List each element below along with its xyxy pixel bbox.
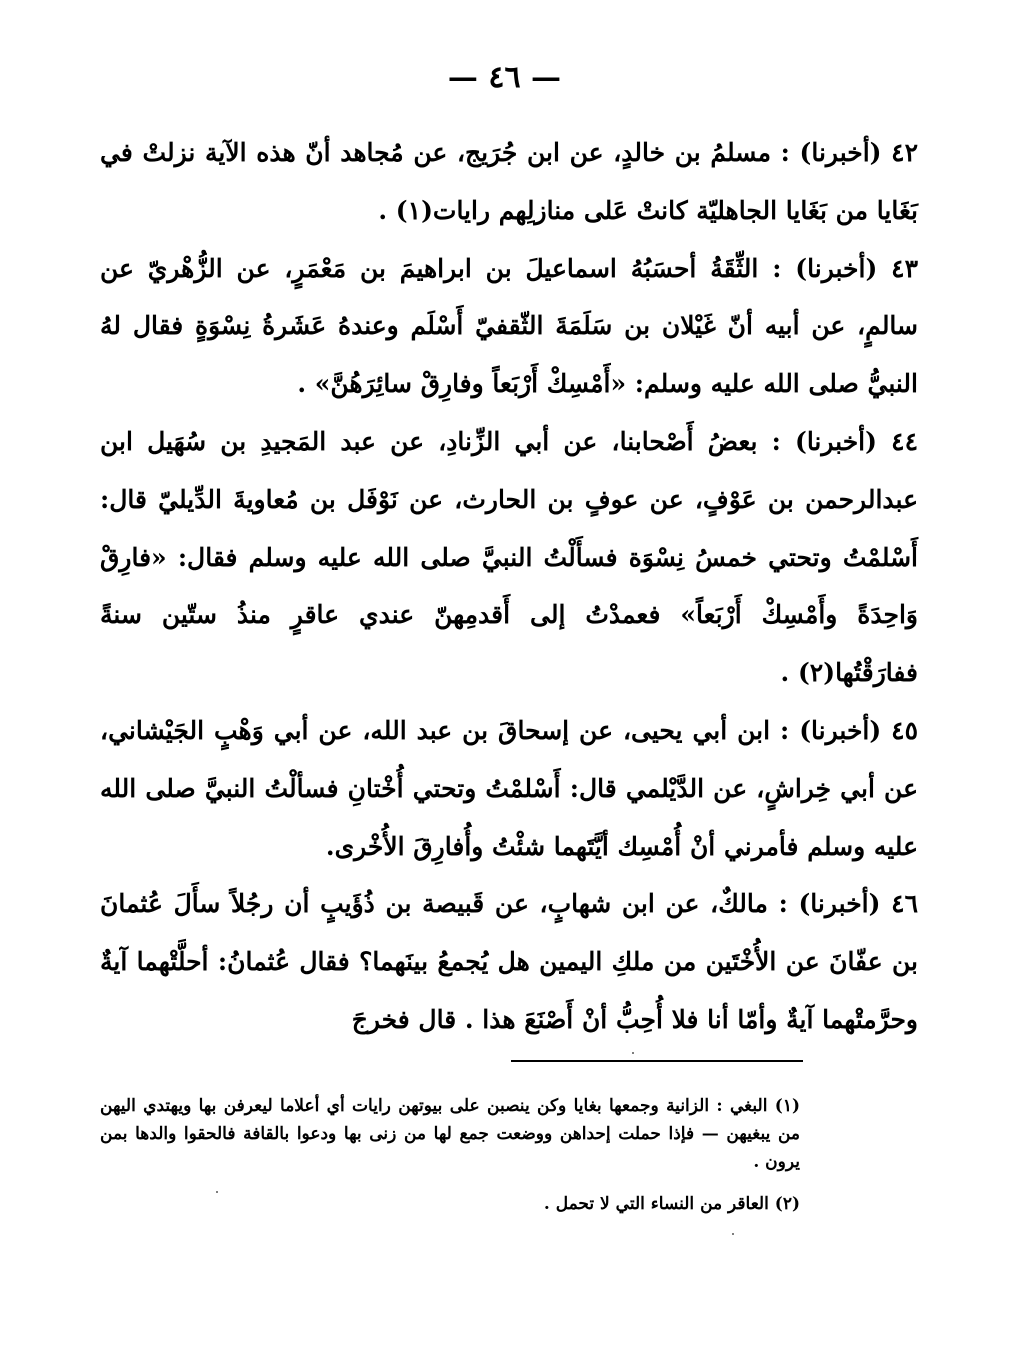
entry-text: (أخبرنا) : مسلمُ بن خالدٍ، عن ابن جُرَيج، عن مُجاهد أنّ هذه الآية نزلتْ في بَغَايا من بَغَايا الجاهليّة كانتْ عَلى منازلِهم رايات(١) . [100,138,918,225]
footnote-number: (٢) [774,1194,800,1214]
entry-text: (أخبرنا) : الثِّقَةُ أحسَبُهُ اسماعيلَ بن ابراهيمَ بن مَعْمَرٍ، عن الزُّهْريّ عن سالمٍ، عن أبيه أنّ غَيْلان بن سَلَمَةَ الثّقفيّ أَسْلَم وعندهُ عَشَرةُ نِسْوَةٍ فقال لهُ النبيُّ صلى الله عليه وسلم: «أَمْسِكْ أَرْبَعاً وفارِقْ سائِرَهُنَّ» . [100,253,918,399]
entry-number: ٤٢ [891,138,918,167]
entry-text: (أخبرنا) : بعضُ أَصْحابنا، عن أبي الزِّنادِ، عن عبد المَجيدِ بن سُهَيل ابن عبدالرحمن بن عَوْفٍ، عن عوفٍ بن الحارث، عن نَوْفَل بن مُعاويةَ الدِّيليّ قال: أَسْلمْتُ وتحتي خمسُ نِسْوَة فسأَلْتُ النبيَّ صلى الله عليه وسلم فقال: «فارِقْ وَاحِدَةً وأَمْسِكْ أَرْبَعاً» فعمدْتُ إلى أَقدمِهنّ عندي عاقرٍ منذُ ستّين سنةً ففارَقْتُها(٢) . [100,426,918,688]
entry-number: ٤٣ [891,253,918,283]
footnotes [100,1092,800,1232]
hadith-entry-44 [100,413,918,702]
footnote-number: (١) [774,1096,800,1116]
footnote-1 [100,1092,800,1176]
entry-text: (أخبرنا) : مالكٌ، عن ابن شهابٍ، عن قَبيصة بن ذُؤَيبٍ أن رجُلاً سأَلَ عُثمانَ بن عفّانَ عن الأُخْتَين من ملكِ اليمين هل يُجمعُ بينَهما؟ فقال عُثمانُ: أحلَّتْهما آيةٌ وحرَّمتْهما آيةٌ وأمّا أنا فلا أُحِبُّ أنْ أَصْنَعَ هذا . قال فخرجَ [100,889,918,1034]
hadith-body [100,124,918,1049]
footnote-divider [511,1060,803,1062]
scan-speck [632,1052,634,1054]
entry-number: ٤٥ [891,715,918,745]
entry-number: ٤٤ [891,426,918,456]
scan-speck [732,1233,734,1235]
footnote-text: البغي : الزانية وجمعها بغايا وكن ينصبن على بيوتهن رايات أي أعلاما ليعرفن بها ويهتدي اليهن من يبغيهن — فإذا حملت إحداهن ووضعت جمع لها من زنى بها ودعوا بالقافة فالحقوا والدها بمن يرون . [100,1096,800,1172]
hadith-entry-42 [100,124,918,240]
scan-speck [216,1191,218,1193]
hadith-entry-45 [100,702,918,875]
page-number: — ٤٦ — [447,60,562,95]
hadith-entry-46 [100,875,918,1048]
entry-text: (أخبرنا) : ابن أبي يحيى، عن إسحاقَ بن عبد الله، عن أبي وَهْبٍ الجَيْشاني، عن أبي خِراشٍ، عن الدَّيْلمي قال: أَسْلمْتُ وتحتي أُخْتانِ فسألْتُ النبيَّ صلى الله عليه وسلم فأمرني أنْ أُمْسِك أيَّتَهما شئْتُ وأُفارِقَ الأُخْرى. [100,715,918,861]
entry-number: ٤٦ [891,889,918,919]
hadith-entry-43 [100,240,918,413]
footnote-text: العاقر من النساء التي لا تحمل . [543,1194,769,1214]
footnote-2 [100,1190,800,1218]
